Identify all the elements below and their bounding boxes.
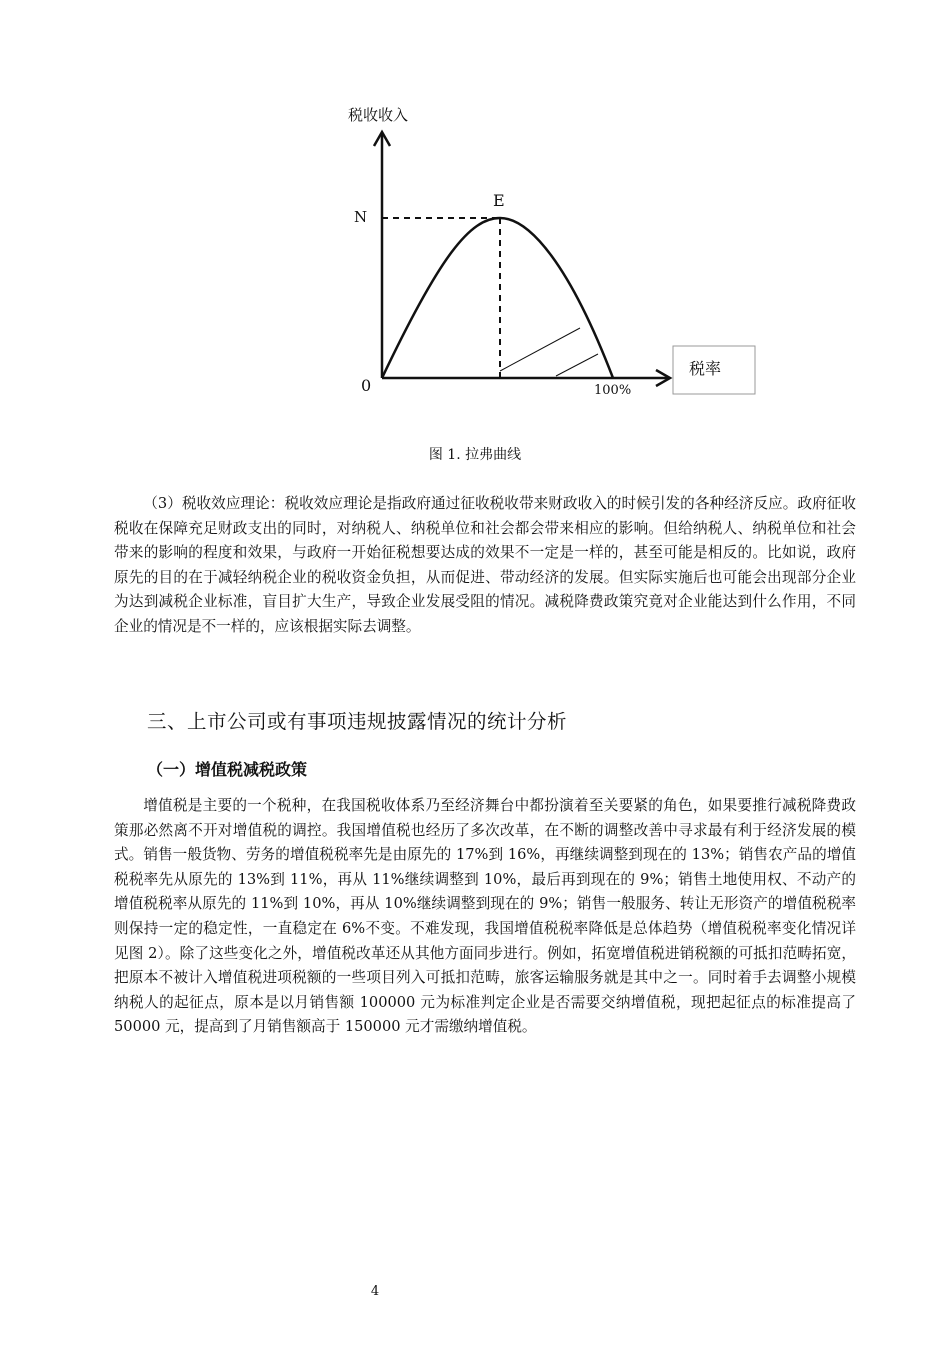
laffer-curve [382, 218, 613, 378]
hatch-line-2 [556, 354, 598, 376]
laffer-curve-figure [330, 96, 770, 406]
laffer-curve-chart [330, 96, 770, 406]
figure-caption: 图 1. 拉弗曲线 [428, 447, 522, 463]
origin-label: 0 [361, 376, 372, 395]
section-heading: 三、上市公司或有事项违规披露情况的统计分析 [147, 710, 568, 733]
paragraph-vat-policy: 增值税是主要的一个税种，在我国税收体系乃至经济舞台中都扮演着至关要紧的角色，如果要推行减税降费政策那必然离不开对增值税的调控。我国增值税也经历了多次改革，在不断的调整改善中寻求最有利于经济发展的模式。销售一般货物、劳务的增值税税率先是由原先的 17%到 16%，再继续调整到现在的 13%；销售农产品的增值税税率先从原先的 13%到 11%，再从 11%继续调整到 10%，最后再到现在的 9%；销售土地使用权、不动产的增值税税率从原先的 11%到 10%，再从 10%继续调整到现在的 9%；销售一般服务、转让无形资产的增值税税率则保持一定的稳定性，一直稳定在 6%不变。不难发现，我国增值税税率降低是总体趋势（增值税税率变化情况详见图 2）。除了这些变化之外，增值税改革还从其他方面同步进行。例如，拓宽增值税进销税额的可抵扣范畴拓宽，把原本不被计入增值税进项税额的一些项目列入可抵扣范畴，旅客运输服务就是其中之一。同时着手去调整小规模纳税人的起征点，原本是以月销售额 100000 元为标准判定企业是否需要交纳增值税，现把起征点的标准提高了 50000 元，提高到了月销售额高于 150000 元才需缴纳增值税。 [114, 797, 856, 1036]
y-axis-label: 税收收入 [348, 106, 409, 124]
n-label: N [354, 208, 368, 226]
peak-label: E [493, 191, 505, 210]
hatch-line-1 [500, 328, 580, 371]
subsection-heading: （一）增值税减税政策 [147, 760, 308, 779]
page-number: 4 [370, 1284, 380, 1299]
paragraph-tax-effect-theory: （3）税收效应理论：税收效应理论是指政府通过征收税收带来财政收入的时候引发的各种经济反应。政府征收税收在保障充足财政支出的同时，对纳税人、纳税单位和社会都会带来相应的影响。但给纳税人、纳税单位和社会带来的影响的程度和效果，与政府一开始征税想要达成的效果不一定是一样的，甚至可能是相反的。比如说，政府原先的目的在于减轻纳税企业的税收资金负担，从而促进、带动经济的发展。但实际实施后也可能会出现部分企业为达到减税企业标准，盲目扩大生产，导致企业发展受阻的情况。减税降费政策究竟对企业能达到什么作用，不同企业的情况是不一样的，应该根据实际去调整。 [114, 495, 856, 635]
x-max-label: 100% [594, 383, 632, 398]
x-axis-label: 税率 [689, 359, 722, 378]
